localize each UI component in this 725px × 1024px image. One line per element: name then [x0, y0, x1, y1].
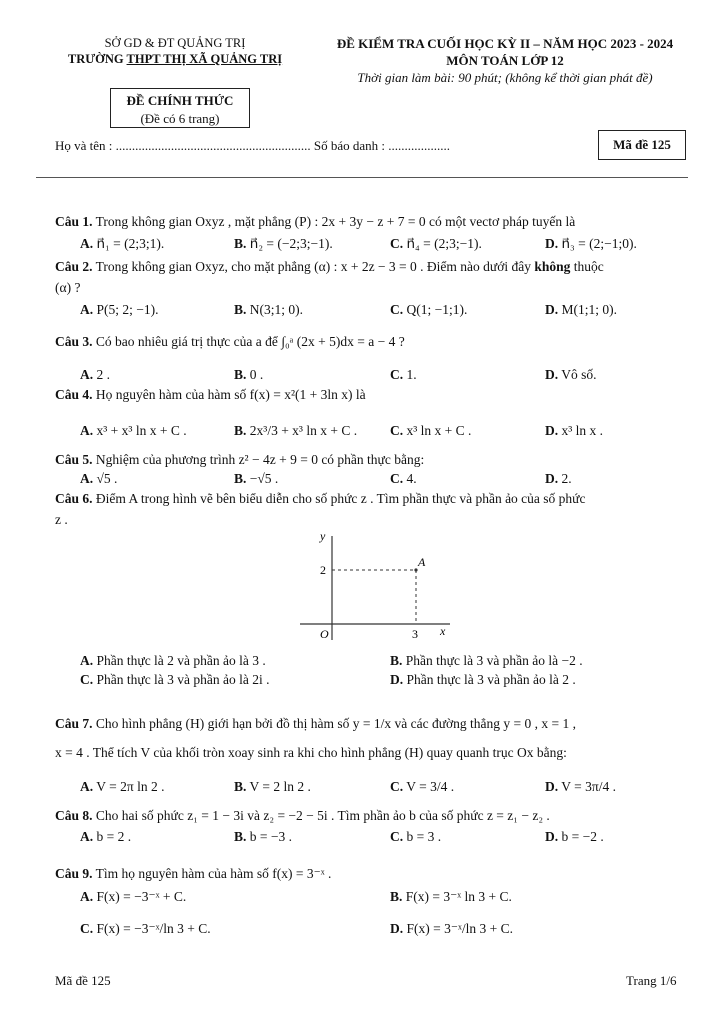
q1-option-b: B. n⃗₂ = (−2;3;−1). [234, 236, 333, 251]
q4-option-b: B. 2x³/3 + x³ ln x + C . [234, 423, 358, 438]
q7-option-c: C. V = 3/4 . [390, 779, 455, 794]
y-tick-label: 2 [320, 563, 326, 577]
subject-title: MÔN TOÁN LỚP 12 [446, 53, 564, 68]
origin-label: O [320, 627, 329, 641]
question-6: Câu 6. Điểm A trong hình vẽ bên biểu diễn cho số phức z . Tìm phần thực và phần ảo của số phức [55, 491, 586, 506]
q4-option-d: D. x³ ln x . [545, 423, 604, 438]
question-2-cont: (α) ? [55, 280, 81, 295]
q6-option-d: D. Phần thực là 3 và phần ảo là 2 . [390, 672, 576, 687]
q9-option-c: C. F(x) = −3⁻ˣ/ln 3 + C. [80, 921, 211, 936]
department-name: SỞ GD & ĐT QUẢNG TRỊ [104, 36, 246, 50]
q8-option-d: D. b = −2 . [545, 829, 604, 844]
q9-option-d: D. F(x) = 3⁻ˣ/ln 3 + C. [390, 921, 514, 936]
exam-header [300, 35, 710, 86]
q2-option-d: D. M(1;1; 0). [545, 302, 617, 317]
question-2: Câu 2. Trong không gian Oxyz, cho mặt phẳng (α) : x + 2z − 3 = 0 . Điểm nào dưới đây không thuộc [55, 259, 604, 274]
point-a-label: A [418, 555, 426, 569]
exam-duration: Thời gian làm bài: 90 phút; (không kể thời gian phát đề) [357, 70, 653, 85]
footer-exam-code: Mã đề 125 [55, 973, 111, 988]
header-divider [36, 177, 688, 178]
q6-option-a: A. Phần thực là 2 và phần ảo là 3 . [80, 653, 266, 668]
q3-option-b: B. 0 . [234, 367, 264, 382]
question-6-cont: z . [55, 512, 68, 527]
question-5: Câu 5. Nghiệm của phương trình z² − 4z + 9 = 0 có phần thực bằng: [55, 452, 425, 467]
page-count: (Đề có 6 trang) [140, 111, 220, 126]
q9-option-b: B. F(x) = 3⁻ˣ ln 3 + C. [390, 889, 512, 904]
q5-option-c: C. 4. [390, 471, 417, 486]
q5-option-b: B. −√5 . [234, 471, 279, 486]
q8-option-c: C. b = 3 . [390, 829, 442, 844]
q8-option-a: A. b = 2 . [80, 829, 132, 844]
student-info-line: Họ và tên : ............................................................ Số báo danh : ................... [55, 138, 451, 153]
q3-option-a: A. 2 . [80, 367, 110, 382]
q7-option-b: B. V = 2 ln 2 . [234, 779, 311, 794]
question-7: Câu 7. Cho hình phẳng (H) giới hạn bởi đồ thị hàm số y = 1/x và các đường thẳng y = 0 , x = 1 , [55, 716, 577, 731]
question-3: Câu 3. Có bao nhiêu giá trị thực của a để ∫₀ᵃ (2x + 5)dx = a − 4 ? [55, 334, 405, 349]
complex-plane-graph [300, 528, 460, 643]
question-8: Câu 8. Cho hai số phức z₁ = 1 − 3i và z₂ = −2 − 5i . Tìm phần ảo b của số phức z = z₁ − z₂ . [55, 808, 550, 823]
exam-title: ĐỀ KIỂM TRA CUỐI HỌC KỲ II – NĂM HỌC 2023 - 2024 [336, 36, 674, 51]
q1-option-d: D. n⃗₃ = (2;−1;0). [545, 236, 637, 251]
q5-option-a: A. √5 . [80, 471, 118, 486]
q4-option-c: C. x³ ln x + C . [390, 423, 472, 438]
question-9: Câu 9. Tìm họ nguyên hàm của hàm số f(x) = 3⁻ˣ . [55, 866, 332, 881]
y-axis-label: y [320, 529, 326, 543]
q3-option-c: C. 1. [390, 367, 417, 382]
q1-option-c: C. n⃗₄ = (2;3;−1). [390, 236, 482, 251]
official-box [110, 88, 250, 128]
q1-option-a: A. n⃗₁ = (2;3;1). [80, 236, 165, 251]
q7-option-d: D. V = 3π/4 . [545, 779, 616, 794]
q8-option-b: B. b = −3 . [234, 829, 292, 844]
q6-option-c: C. Phần thực là 3 và phần ảo là 2i . [80, 672, 270, 687]
q5-option-d: D. 2. [545, 471, 572, 486]
exam-code-box: Mã đề 125 [598, 130, 686, 160]
q2-option-c: C. Q(1; −1;1). [390, 302, 468, 317]
x-tick-label: 3 [412, 627, 418, 641]
q4-option-a: A. x³ + x³ ln x + C . [80, 423, 187, 438]
q2-option-a: A. P(5; 2; −1). [80, 302, 159, 317]
q3-option-d: D. Vô số. [545, 367, 597, 382]
school-name: TRƯỜNG THPT THỊ XÃ QUẢNG TRỊ [67, 52, 283, 66]
question-4: Câu 4. Họ nguyên hàm của hàm số f(x) = x²(1 + 3ln x) là [55, 387, 366, 402]
footer-page-number: Trang 1/6 [626, 973, 677, 988]
q6-option-b: B. Phần thực là 3 và phần ảo là −2 . [390, 653, 583, 668]
question-1: Câu 1. Trong không gian Oxyz , mặt phẳng (P) : 2x + 3y − z + 7 = 0 có một vectơ pháp tuyến là [55, 214, 576, 229]
q7-option-a: A. V = 2π ln 2 . [80, 779, 165, 794]
official-title: ĐỀ CHÍNH THỨC [126, 93, 234, 108]
school-header [55, 35, 295, 67]
q9-option-a: A. F(x) = −3⁻ˣ + C. [80, 889, 187, 904]
x-axis-label: x [440, 624, 446, 638]
q2-option-b: B. N(3;1; 0). [234, 302, 304, 317]
question-7-cont: x = 4 . Thể tích V của khối tròn xoay sinh ra khi cho hình phẳng (H) quay quanh trục Ox bằng: [55, 745, 567, 760]
